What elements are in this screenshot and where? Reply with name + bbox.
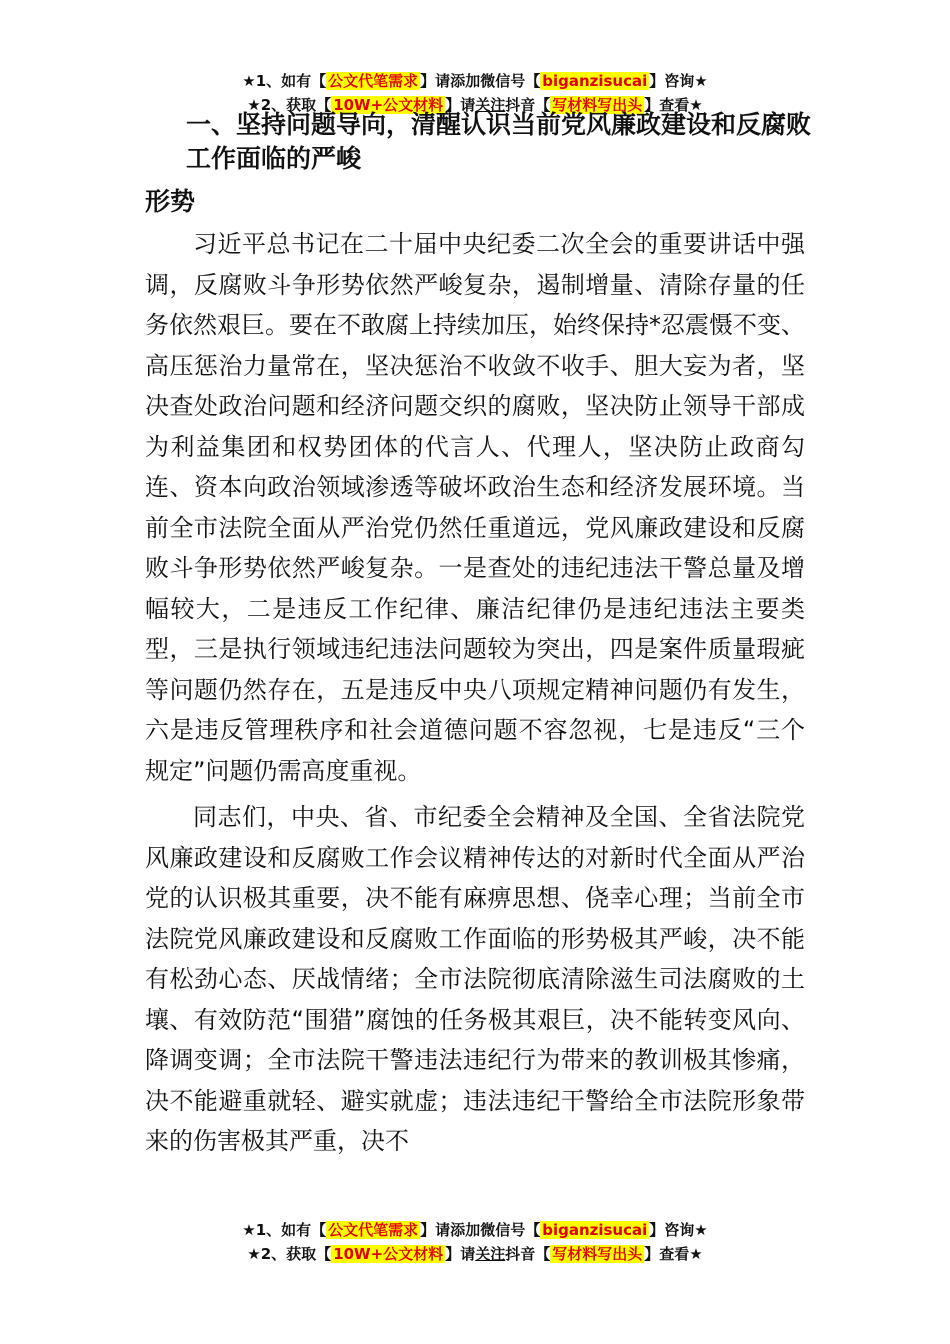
promo-text-bold: 加 — [465, 72, 481, 90]
promo-text: ★1、如有【 — [242, 72, 327, 90]
promo-line-1-bottom — [0, 1219, 950, 1241]
promo-highlight-materials: 10W+公文材料 — [333, 96, 444, 114]
promo-text: 】请 — [445, 96, 476, 114]
promo-highlight-ghostwriting: 公文代笔需求 — [328, 1221, 419, 1239]
promo-highlight-wechat-id: biganzisucai — [542, 72, 648, 90]
promo-text: 】请 — [445, 1245, 476, 1263]
body-paragraph-2: 同志们，中央、省、市纪委全会精神及全国、全省法院党风廉政建设和反腐败工作会议精神传达的对新时代全面从严治党的认识极其重要，决不能有麻痹思想、侥幸心理；当前全市法院党风廉政建设和反腐败工作面临的形势极其严峻，决不能有松劲心态、厌战情绪；全市法院彻底清除滋生司法腐败的土壤、有效防范“围猎”腐蚀的任务极其艰巨，决不能转变风向、降调变调；全市法院干警违法违纪行为带来的教训极其惨痛，决不能避重就轻、避实就虚；违法违纪干警给全市法院形象带来的伤害极其严重，决不 — [145, 803, 805, 1155]
promo-text: 微信号【 — [480, 1221, 541, 1239]
promo-text: 】请添 — [420, 1221, 466, 1239]
promo-text: 】查看★ — [644, 1245, 703, 1263]
promo-line-1-top — [0, 70, 950, 92]
promo-text: 微信号【 — [480, 72, 541, 90]
promo-text: 】咨询★ — [649, 72, 708, 90]
promo-text: 】查看★ — [644, 96, 703, 114]
promo-text: ★2、获取【 — [247, 96, 332, 114]
section-heading-line-1: 一、坚持问题导向，清醒认识当前党风廉政建设和反腐败 — [186, 110, 812, 139]
promo-text: 抖音【 — [505, 1245, 551, 1263]
promo-text: ★2、获取【 — [247, 1245, 332, 1263]
promo-highlight-douyin: 写材料写出头 — [552, 1245, 643, 1263]
promo-text: ★1、如有【 — [242, 1221, 327, 1239]
body-paragraph-1: 习近平总书记在二十届中央纪委二次全会的重要讲话中强调，反腐败斗争形势依然严峻复杂，遏制增量、清除存量的任务依然艰巨。要在不敢腐上持续加压，始终保持*忍震慑不变、高压惩治力量常在，坚决惩治不收敛不收手、胆大妄为者，坚决查处政治问题和经济问题交织的腐败，坚决防止领导干部成为利益集团和权势团体的代言人、代理人，坚决防止政商勾连、资本向政治领域渗透等破坏政治生态和经济发展环境。当前全市法院全面从严治党仍然任重道远，党风廉政建设和反腐败斗争形势依然严峻复杂。一是查处的违纪违法干警总量及增幅较大，二是违反工作纪律、廉洁纪律仍是违纪违法主要类型，三是执行领域违纪违法问题较为突出，四是案件质量瑕疵等问题仍然存在，五是违反中央八项规定精神问题仍有发生，六是违反管理秩序和社会道德问题不容忽视，七是违反“三个规定”问题仍需高度重视。 — [145, 230, 805, 785]
promo-text-bold: 加 — [465, 1221, 481, 1239]
section-heading-line-2: 工作面临的严峻 — [186, 144, 362, 173]
promo-line-2-bottom — [0, 1243, 950, 1265]
promo-highlight-materials: 10W+公文材料 — [333, 1245, 444, 1263]
promo-text-underlined: 关注 — [475, 1245, 506, 1263]
promo-text: 】咨询★ — [649, 1221, 708, 1239]
promo-text: 】请添 — [420, 72, 466, 90]
promo-highlight-douyin: 写材料写出头 — [552, 96, 643, 114]
promo-highlight-ghostwriting: 公文代笔需求 — [328, 72, 419, 90]
promo-text: 抖音【 — [505, 96, 551, 114]
promo-highlight-wechat-id: biganzisucai — [542, 1221, 648, 1239]
promo-text-underlined: 关注 — [475, 96, 506, 114]
section-heading-line-3: 形势 — [145, 187, 196, 216]
